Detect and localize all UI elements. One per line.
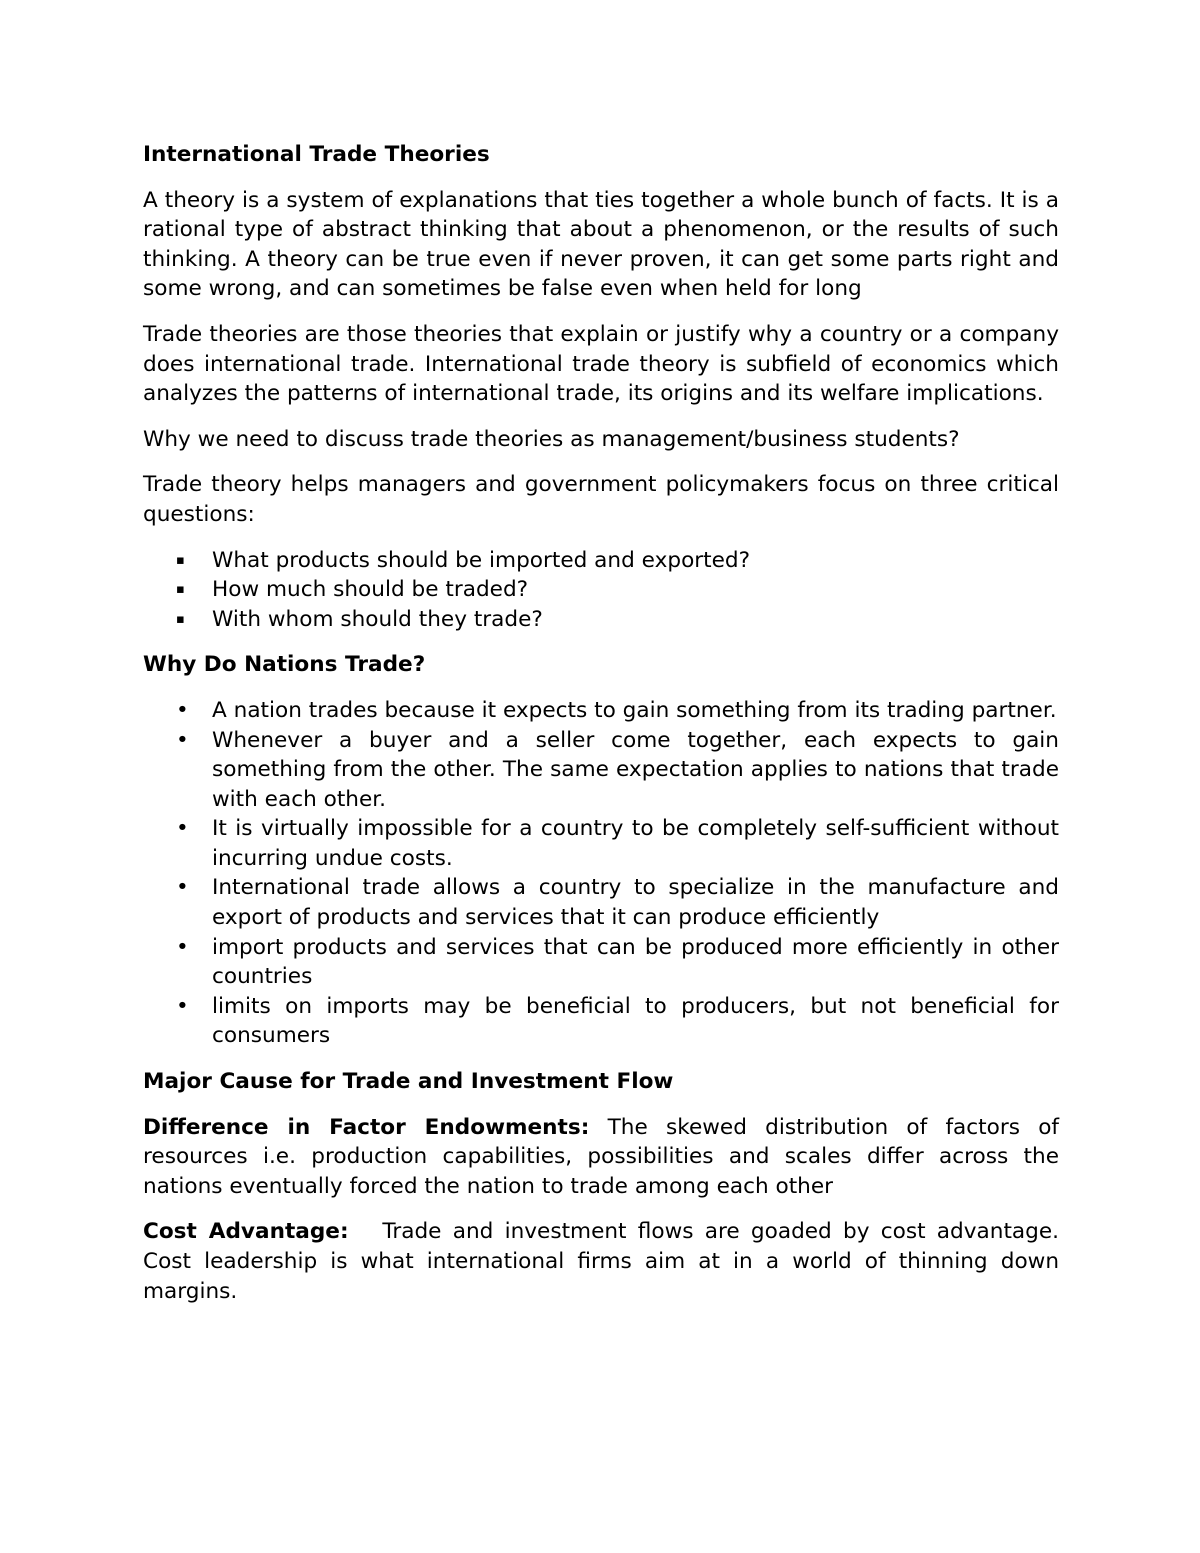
list-item [143, 933, 1059, 992]
list-item-text: limits on imports may be beneficial to producers, but not beneficial for consumers [212, 993, 1059, 1049]
list-item-text: import products and services that can be produced more efficiently in other countries [212, 934, 1059, 990]
bullet-icon: • [176, 993, 189, 1019]
trade-theories-paragraph: Trade theories are those theories that explain or justify why a country or a company does international trade. International trade theory is subfield of economics which analyzes the patterns of international trade, its origins and its welfare implications. [143, 321, 1059, 407]
cost-advantage-label: Cost Advantage: [143, 1219, 349, 1245]
cost-advantage-text: Trade and investment flows are goaded by cost advantage. Cost leadership is what international firms aim at in a world of thinning down margins. [143, 1219, 1066, 1304]
square-bullet-icon: ▪ [176, 611, 185, 627]
list-item [143, 726, 1059, 815]
critical-questions-list [143, 546, 1059, 635]
why-nations-trade-heading: Why Do Nations Trade? [143, 652, 426, 678]
major-cause-heading: Major Cause for Trade and Investment Flow [143, 1069, 674, 1095]
list-item [143, 605, 1059, 635]
document-title: International Trade Theories [143, 142, 490, 167]
list-item [143, 814, 1059, 873]
list-item-text: It is virtually impossible for a country to be completely self-sufficient without incurring undue costs. [212, 816, 1059, 871]
why-discuss-question: Why we need to discuss trade theories as management/business students? [143, 426, 960, 452]
factor-endowments-label: Difference in Factor Endowments: [143, 1114, 590, 1140]
list-item-text: How much should be traded? [212, 577, 529, 603]
factor-endowments-text: The skewed distribution of factors of resources i.e. production capabilities, possibilities and scales differ across the nations eventually forced the nation to trade among each other [143, 1114, 1060, 1199]
list-item [143, 575, 1059, 605]
why-nations-trade-list [143, 696, 1059, 1051]
document-page [143, 140, 1066, 1322]
bullet-icon: • [176, 727, 189, 753]
list-item [143, 992, 1059, 1051]
factor-endowments-paragraph [143, 1113, 1059, 1202]
bullet-icon: • [176, 934, 189, 960]
bullet-icon: • [176, 816, 189, 842]
cost-advantage-paragraph [143, 1217, 1066, 1306]
list-item-text: Whenever a buyer and a seller come together, each expects to gain something from the other. The same expectation applies to nations that trade with each other. [212, 727, 1059, 812]
bullet-icon: • [176, 697, 189, 723]
list-item [143, 546, 1059, 576]
list-item-text: What products should be imported and exported? [212, 547, 751, 573]
list-item-text: A nation trades because it expects to gain something from its trading partner. [212, 697, 1057, 723]
list-item [143, 696, 1059, 726]
list-item-text: International trade allows a country to specialize in the manufacture and export of products and services that it can produce efficiently [212, 875, 1059, 931]
list-item-text: With whom should they trade? [212, 606, 543, 632]
critical-questions-intro: Trade theory helps managers and government policymakers focus on three critical questions: [143, 472, 1059, 527]
theory-definition-paragraph: A theory is a system of explanations that ties together a whole bunch of facts. It is a rational type of abstract thinking that about a phenomenon, or the results of such thinking. A theory can be true even if never proven, it can get some parts right and some wrong, and can sometimes be false even when held for long [143, 187, 1059, 302]
square-bullet-icon: ▪ [176, 582, 185, 598]
square-bullet-icon: ▪ [176, 552, 185, 568]
list-item [143, 873, 1059, 932]
bullet-icon: • [176, 875, 189, 901]
